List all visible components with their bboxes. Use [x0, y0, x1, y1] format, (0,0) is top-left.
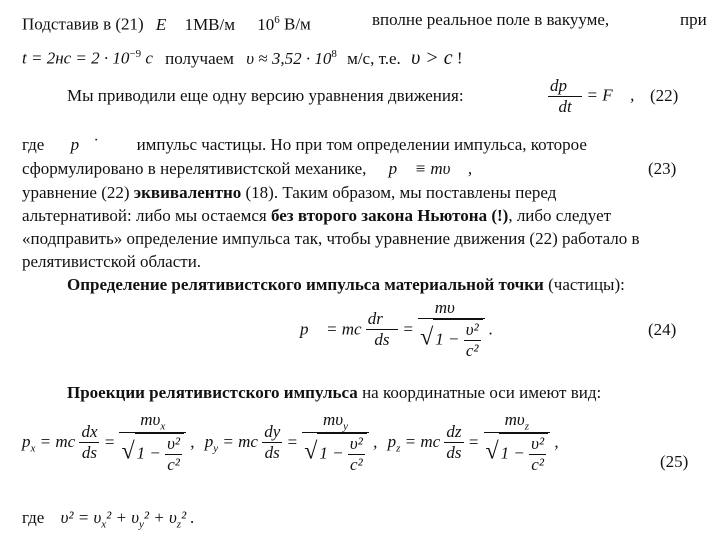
text-span: = mc	[222, 431, 258, 451]
sqrt-symbol: √	[420, 324, 434, 351]
fraction	[444, 422, 463, 463]
math-py	[204, 431, 258, 454]
text-span: релятивистской области.	[22, 252, 202, 271]
text-span: при	[680, 10, 707, 29]
text-bold: без второго закона Ньютона (!)	[270, 206, 509, 225]
text-span: (частицы):	[548, 275, 625, 294]
text-bold: Проекции релятивистского импульса	[67, 383, 358, 402]
text-bold: эквивалентно	[133, 183, 242, 202]
fraction	[79, 422, 99, 463]
subscript: z	[176, 518, 182, 531]
math-p: p⃗̇	[70, 135, 93, 154]
numerator: mυ⃗	[418, 298, 485, 319]
denominator	[119, 433, 186, 475]
text-span: = mc	[404, 431, 441, 451]
text-span: !	[456, 48, 463, 68]
text-line-7	[22, 206, 611, 226]
numerator: υ²	[167, 434, 181, 454]
text-line-8	[22, 229, 640, 249]
text-line-2	[22, 44, 463, 69]
fraction	[484, 410, 551, 475]
equation-24	[300, 298, 493, 361]
equation-number-22: (22)	[650, 86, 679, 105]
subscript: y	[213, 441, 219, 454]
denominator: ds	[81, 443, 98, 463]
text-span: Подставив в (21)	[22, 14, 144, 34]
fraction	[418, 298, 485, 361]
denominator: ds	[446, 443, 462, 463]
fraction	[302, 410, 369, 475]
fraction	[348, 434, 365, 475]
denominator: ds	[264, 443, 280, 463]
fraction	[548, 76, 582, 117]
numerator: υ²	[531, 434, 545, 454]
text-span: p	[204, 431, 214, 451]
math-px	[22, 431, 76, 454]
text-span: получаем	[165, 48, 234, 68]
denominator: c²	[465, 341, 479, 360]
sqrt-content	[317, 433, 366, 475]
numerator	[119, 410, 186, 433]
math-lhs: p⃗ = mc	[300, 319, 362, 339]
equation-22	[548, 76, 634, 117]
math-velocity-sum	[60, 508, 195, 531]
subscript: x	[30, 441, 36, 454]
subscript: y	[343, 420, 349, 433]
subscript: x	[160, 420, 166, 433]
exponent: −9	[129, 48, 142, 60]
fraction	[529, 434, 546, 475]
text-span: p	[22, 431, 31, 451]
text-span: альтернативой: либо мы остаемся	[22, 206, 267, 225]
subscript: x	[101, 518, 107, 531]
text-span: сформулировано в нерелятивистской механике,	[22, 159, 367, 178]
text-line-6	[22, 183, 556, 203]
text-span: 1 −	[136, 443, 161, 463]
math-inequality: υ > c	[411, 46, 453, 69]
sqrt-symbol: √	[485, 438, 499, 465]
equation-number-25: (25)	[660, 452, 689, 471]
text-span: где	[22, 135, 45, 154]
text-span: «подправить» определение импульса так, чтобы уравнение движения (22) работало в	[22, 229, 640, 248]
math-comma: ,	[190, 432, 195, 452]
text-span: p	[387, 431, 397, 451]
text-line-1-right2	[680, 10, 707, 30]
math-unit: с	[145, 48, 153, 68]
numerator	[302, 410, 369, 433]
denominator: c²	[531, 455, 544, 475]
numerator: dy	[264, 422, 281, 442]
exponent: 8	[331, 48, 337, 60]
text-line-12	[22, 508, 195, 534]
text-span: уравнение (22)	[22, 183, 130, 202]
denominator: c²	[167, 455, 180, 475]
text-span: 1МВ/м	[184, 14, 235, 34]
text-span: ² .	[181, 508, 195, 527]
text-span: mυ	[140, 410, 161, 429]
text-line-5	[22, 159, 472, 179]
text-span: 1 −	[435, 329, 460, 349]
text-line-4	[22, 135, 587, 155]
text-line-10	[67, 275, 625, 295]
text-bold: Определение релятивистского импульса материальной точки	[67, 275, 544, 294]
numerator	[484, 410, 551, 433]
fraction	[119, 410, 186, 475]
denominator	[484, 433, 551, 475]
text-span: м/с, т.е.	[347, 48, 401, 68]
subscript: y	[139, 518, 144, 531]
text-span: = mc	[39, 431, 76, 451]
sqrt-content	[433, 319, 482, 361]
text-span: вполне реальное поле в вакууме,	[372, 10, 610, 29]
math-equals: =	[467, 432, 480, 452]
equation-25	[22, 410, 559, 475]
text-line-1	[22, 10, 311, 35]
denominator: dt	[558, 97, 572, 116]
math-E: E	[155, 14, 167, 34]
math-equals: =	[286, 432, 298, 452]
text-span: В/м	[284, 14, 311, 34]
subscript: z	[524, 420, 529, 433]
text-span: mυ	[323, 410, 344, 429]
denominator: c²	[350, 455, 363, 475]
math-velocity: υ ≈ 3,52 · 10	[246, 48, 332, 68]
numerator: dr⃗	[367, 309, 397, 328]
text-span: ² + υ	[143, 508, 177, 527]
numerator: dp⃗	[550, 76, 581, 95]
math-10: 10	[257, 14, 275, 34]
text-line-11	[67, 383, 601, 403]
text-span: υ² = υ	[60, 508, 102, 527]
math-comma: ,	[373, 432, 378, 452]
math-rhs: = F⃗ ,	[586, 85, 635, 105]
sqrt-content	[499, 433, 548, 475]
text-line-3	[67, 86, 464, 106]
denominator: ds	[374, 330, 390, 349]
fraction	[464, 320, 481, 361]
math-time: t = 2нс = 2 · 10	[22, 48, 130, 68]
math-eq23: p⃗ ≡ mυ⃗ ,	[388, 159, 473, 178]
exponent: 6	[274, 14, 280, 26]
text-span: 1 −	[319, 443, 344, 463]
subscript: z	[396, 441, 401, 454]
text-line-1-right	[372, 10, 609, 30]
text-span: mυ	[504, 410, 525, 429]
math-equals: =	[103, 432, 116, 452]
numerator: υ²	[465, 320, 479, 339]
sqrt-symbol: √	[304, 438, 318, 465]
text-span: ² + υ	[106, 508, 140, 527]
text-line-9	[22, 252, 201, 272]
text-span: , либо следует	[508, 206, 612, 225]
math-pz	[387, 431, 441, 454]
equation-number-24: (24)	[648, 320, 677, 339]
equation-number-23: (23)	[648, 159, 677, 178]
fraction	[165, 434, 182, 475]
sqrt-symbol: √	[121, 438, 135, 465]
text-span: 1 −	[500, 443, 525, 463]
sqrt-content	[135, 433, 184, 475]
fraction	[262, 422, 282, 463]
math-equals: =	[402, 319, 414, 339]
text-span: импульс частицы. Но при том определении импульса, которое	[136, 135, 587, 154]
text-span: Мы приводили еще одну версию уравнения движения:	[67, 86, 464, 105]
math-period: .	[488, 319, 494, 339]
fraction	[366, 309, 398, 350]
denominator	[302, 433, 369, 475]
text-span: на координатные оси имеют вид:	[362, 383, 602, 402]
numerator: dx	[81, 422, 98, 442]
numerator: dz	[446, 422, 462, 442]
numerator: υ²	[349, 434, 363, 454]
denominator	[418, 319, 485, 361]
text-span: (18). Таким образом, мы поставлены перед	[245, 183, 557, 202]
math-comma: ,	[554, 432, 559, 452]
text-span: где	[22, 508, 45, 527]
